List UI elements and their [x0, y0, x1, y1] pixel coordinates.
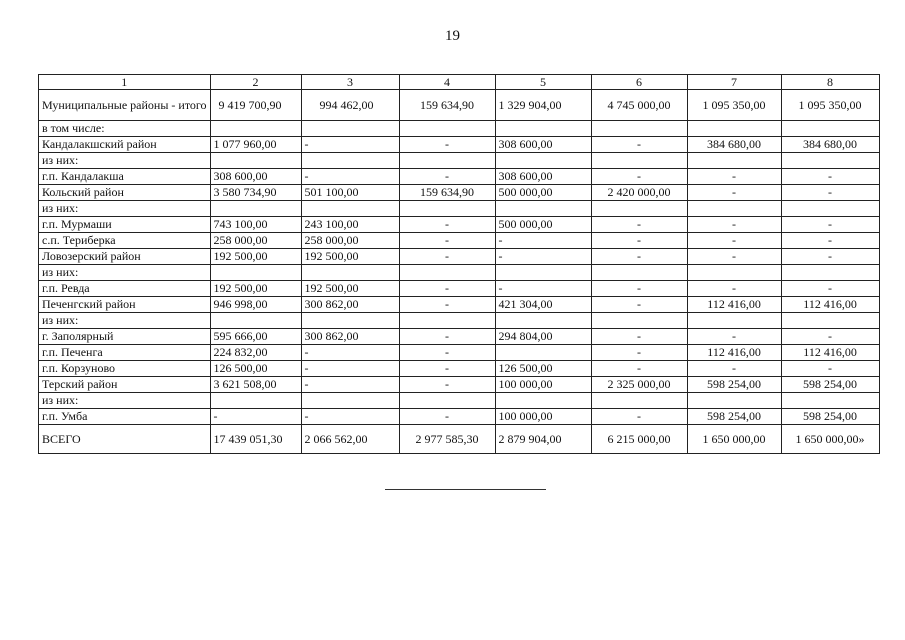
cell-col-7: -	[687, 361, 781, 377]
row-label: из них:	[39, 265, 211, 281]
cell-col-5	[495, 265, 591, 281]
row-label: г.п. Кандалакша	[39, 169, 211, 185]
cell-col-4	[399, 393, 495, 409]
cell-col-2	[210, 265, 301, 281]
column-header: 3	[301, 75, 399, 90]
cell-col-8: 112 416,00	[781, 297, 879, 313]
cell-col-5	[495, 313, 591, 329]
cell-col-5	[495, 393, 591, 409]
end-divider	[385, 489, 546, 490]
cell-col-7: -	[687, 249, 781, 265]
cell-col-8	[781, 201, 879, 217]
column-header: 6	[591, 75, 687, 90]
row-label: Печенгский район	[39, 297, 211, 313]
cell-col-2	[210, 153, 301, 169]
cell-col-6	[591, 313, 687, 329]
row-label: Кандалакшский район	[39, 137, 211, 153]
cell-col-6: -	[591, 233, 687, 249]
row-label: ВСЕГО	[39, 425, 211, 454]
cell-col-4: -	[399, 329, 495, 345]
table-row	[39, 121, 880, 137]
cell-col-8	[781, 121, 879, 137]
table-row	[39, 297, 880, 313]
row-label: Терский район	[39, 377, 211, 393]
row-label: из них:	[39, 153, 211, 169]
table-row	[39, 361, 880, 377]
cell-col-4: -	[399, 249, 495, 265]
cell-col-3: -	[301, 409, 399, 425]
cell-col-4: -	[399, 281, 495, 297]
cell-col-7: 1 095 350,00	[687, 90, 781, 121]
cell-col-2	[210, 201, 301, 217]
cell-col-4: 159 634,90	[399, 185, 495, 201]
cell-col-8: 1 650 000,00»	[781, 425, 879, 454]
row-label: из них:	[39, 313, 211, 329]
cell-col-4: -	[399, 217, 495, 233]
cell-col-2: 743 100,00	[210, 217, 301, 233]
cell-col-2: 3 580 734,90	[210, 185, 301, 201]
cell-col-6	[591, 153, 687, 169]
cell-col-3: 501 100,00	[301, 185, 399, 201]
cell-col-7	[687, 121, 781, 137]
cell-col-5: 308 600,00	[495, 169, 591, 185]
cell-col-8: 598 254,00	[781, 377, 879, 393]
cell-col-7: -	[687, 185, 781, 201]
cell-col-2: 595 666,00	[210, 329, 301, 345]
cell-col-3	[301, 393, 399, 409]
cell-col-6	[591, 265, 687, 281]
cell-col-2: 17 439 051,30	[210, 425, 301, 454]
table-row	[39, 90, 880, 121]
cell-col-7: -	[687, 169, 781, 185]
cell-col-6: -	[591, 329, 687, 345]
cell-col-4	[399, 201, 495, 217]
cell-col-7	[687, 201, 781, 217]
cell-col-7: 598 254,00	[687, 377, 781, 393]
table-row	[39, 233, 880, 249]
cell-col-6: 6 215 000,00	[591, 425, 687, 454]
cell-col-6: -	[591, 137, 687, 153]
cell-col-2	[210, 121, 301, 137]
cell-col-3: -	[301, 377, 399, 393]
row-label: г.п. Печенга	[39, 345, 211, 361]
cell-col-3	[301, 265, 399, 281]
cell-col-4: -	[399, 345, 495, 361]
cell-col-4	[399, 265, 495, 281]
table-row	[39, 153, 880, 169]
cell-col-3: -	[301, 137, 399, 153]
cell-col-6: 2 420 000,00	[591, 185, 687, 201]
cell-col-5: 294 804,00	[495, 329, 591, 345]
cell-col-6: -	[591, 361, 687, 377]
cell-col-2: 9 419 700,90	[210, 90, 301, 121]
cell-col-7: -	[687, 217, 781, 233]
row-label: Муниципальные районы - итого	[39, 90, 211, 121]
cell-col-5: 100 000,00	[495, 377, 591, 393]
cell-col-6: -	[591, 169, 687, 185]
cell-col-7	[687, 313, 781, 329]
cell-col-3: 258 000,00	[301, 233, 399, 249]
table-row	[39, 265, 880, 281]
cell-col-7: 598 254,00	[687, 409, 781, 425]
table-row	[39, 281, 880, 297]
cell-col-6: -	[591, 297, 687, 313]
cell-col-2: 224 832,00	[210, 345, 301, 361]
cell-col-7	[687, 265, 781, 281]
cell-col-8	[781, 265, 879, 281]
cell-col-4: -	[399, 409, 495, 425]
table-row	[39, 377, 880, 393]
cell-col-2	[210, 393, 301, 409]
cell-col-6: 2 325 000,00	[591, 377, 687, 393]
cell-col-4: -	[399, 297, 495, 313]
cell-col-3: 2 066 562,00	[301, 425, 399, 454]
cell-col-6	[591, 201, 687, 217]
column-header: 5	[495, 75, 591, 90]
cell-col-4: -	[399, 233, 495, 249]
cell-col-6: -	[591, 217, 687, 233]
table-row	[39, 185, 880, 201]
cell-col-5: -	[495, 281, 591, 297]
column-header: 1	[39, 75, 211, 90]
cell-col-8: -	[781, 185, 879, 201]
cell-col-5	[495, 345, 591, 361]
cell-col-7: -	[687, 281, 781, 297]
cell-col-5: 500 000,00	[495, 185, 591, 201]
cell-col-5: 421 304,00	[495, 297, 591, 313]
cell-col-8: -	[781, 249, 879, 265]
cell-col-4	[399, 121, 495, 137]
cell-col-4: -	[399, 361, 495, 377]
cell-col-7: 112 416,00	[687, 345, 781, 361]
row-label: Ловозерский район	[39, 249, 211, 265]
cell-col-8: -	[781, 233, 879, 249]
budget-table	[38, 74, 880, 454]
cell-col-5	[495, 121, 591, 137]
cell-col-5	[495, 153, 591, 169]
cell-col-6: -	[591, 249, 687, 265]
cell-col-7	[687, 153, 781, 169]
cell-col-8	[781, 153, 879, 169]
cell-col-8: -	[781, 281, 879, 297]
cell-col-8: 384 680,00	[781, 137, 879, 153]
cell-col-7: 384 680,00	[687, 137, 781, 153]
row-label: Кольский район	[39, 185, 211, 201]
row-label: в том числе:	[39, 121, 211, 137]
cell-col-8: -	[781, 217, 879, 233]
table-row	[39, 313, 880, 329]
table-row	[39, 249, 880, 265]
page-number: 19	[445, 28, 460, 44]
cell-col-7: 112 416,00	[687, 297, 781, 313]
column-header: 4	[399, 75, 495, 90]
cell-col-8: -	[781, 329, 879, 345]
cell-col-6: -	[591, 345, 687, 361]
cell-col-2: 3 621 508,00	[210, 377, 301, 393]
cell-col-3	[301, 153, 399, 169]
row-label: из них:	[39, 393, 211, 409]
cell-col-6: -	[591, 409, 687, 425]
cell-col-7	[687, 393, 781, 409]
table-row	[39, 409, 880, 425]
cell-col-5: -	[495, 233, 591, 249]
cell-col-3: -	[301, 345, 399, 361]
cell-col-8	[781, 313, 879, 329]
cell-col-4: 159 634,90	[399, 90, 495, 121]
cell-col-3: 994 462,00	[301, 90, 399, 121]
header-row	[39, 75, 880, 90]
row-label: с.п. Териберка	[39, 233, 211, 249]
table-row	[39, 201, 880, 217]
cell-col-2	[210, 313, 301, 329]
table-row	[39, 393, 880, 409]
row-label: г.п. Корзуново	[39, 361, 211, 377]
row-label: г.п. Умба	[39, 409, 211, 425]
table-row	[39, 137, 880, 153]
cell-col-5: 100 000,00	[495, 409, 591, 425]
cell-col-2: 946 998,00	[210, 297, 301, 313]
cell-col-5: 500 000,00	[495, 217, 591, 233]
cell-col-7: 1 650 000,00	[687, 425, 781, 454]
cell-col-3: 243 100,00	[301, 217, 399, 233]
cell-col-3: 300 862,00	[301, 329, 399, 345]
cell-col-3: 300 862,00	[301, 297, 399, 313]
cell-col-3	[301, 121, 399, 137]
cell-col-8: 598 254,00	[781, 409, 879, 425]
cell-col-2: 192 500,00	[210, 281, 301, 297]
cell-col-8: -	[781, 361, 879, 377]
cell-col-4	[399, 153, 495, 169]
cell-col-2: 258 000,00	[210, 233, 301, 249]
cell-col-4: -	[399, 169, 495, 185]
cell-col-7: -	[687, 329, 781, 345]
row-label: г. Заполярный	[39, 329, 211, 345]
table-row	[39, 329, 880, 345]
cell-col-3	[301, 201, 399, 217]
cell-col-6	[591, 121, 687, 137]
total-row	[39, 425, 880, 454]
cell-col-8	[781, 393, 879, 409]
row-label: г.п. Мурмаши	[39, 217, 211, 233]
cell-col-4	[399, 313, 495, 329]
column-header: 7	[687, 75, 781, 90]
cell-col-3: -	[301, 169, 399, 185]
row-label: г.п. Ревда	[39, 281, 211, 297]
cell-col-3: -	[301, 361, 399, 377]
cell-col-2: 192 500,00	[210, 249, 301, 265]
column-header: 8	[781, 75, 879, 90]
cell-col-8: -	[781, 169, 879, 185]
cell-col-5: 308 600,00	[495, 137, 591, 153]
table-row	[39, 345, 880, 361]
cell-col-6: -	[591, 281, 687, 297]
cell-col-3: 192 500,00	[301, 281, 399, 297]
cell-col-5: 126 500,00	[495, 361, 591, 377]
cell-col-2: 308 600,00	[210, 169, 301, 185]
cell-col-4: 2 977 585,30	[399, 425, 495, 454]
table-row	[39, 217, 880, 233]
column-header: 2	[210, 75, 301, 90]
cell-col-3	[301, 313, 399, 329]
cell-col-8: 1 095 350,00	[781, 90, 879, 121]
cell-col-2: 126 500,00	[210, 361, 301, 377]
cell-col-5: 2 879 904,00	[495, 425, 591, 454]
cell-col-2: 1 077 960,00	[210, 137, 301, 153]
cell-col-8: 112 416,00	[781, 345, 879, 361]
cell-col-5: 1 329 904,00	[495, 90, 591, 121]
cell-col-5: -	[495, 249, 591, 265]
cell-col-3: 192 500,00	[301, 249, 399, 265]
table-row	[39, 169, 880, 185]
cell-col-4: -	[399, 377, 495, 393]
cell-col-7: -	[687, 233, 781, 249]
cell-col-4: -	[399, 137, 495, 153]
cell-col-6: 4 745 000,00	[591, 90, 687, 121]
row-label: из них:	[39, 201, 211, 217]
cell-col-5	[495, 201, 591, 217]
cell-col-2: -	[210, 409, 301, 425]
cell-col-6	[591, 393, 687, 409]
